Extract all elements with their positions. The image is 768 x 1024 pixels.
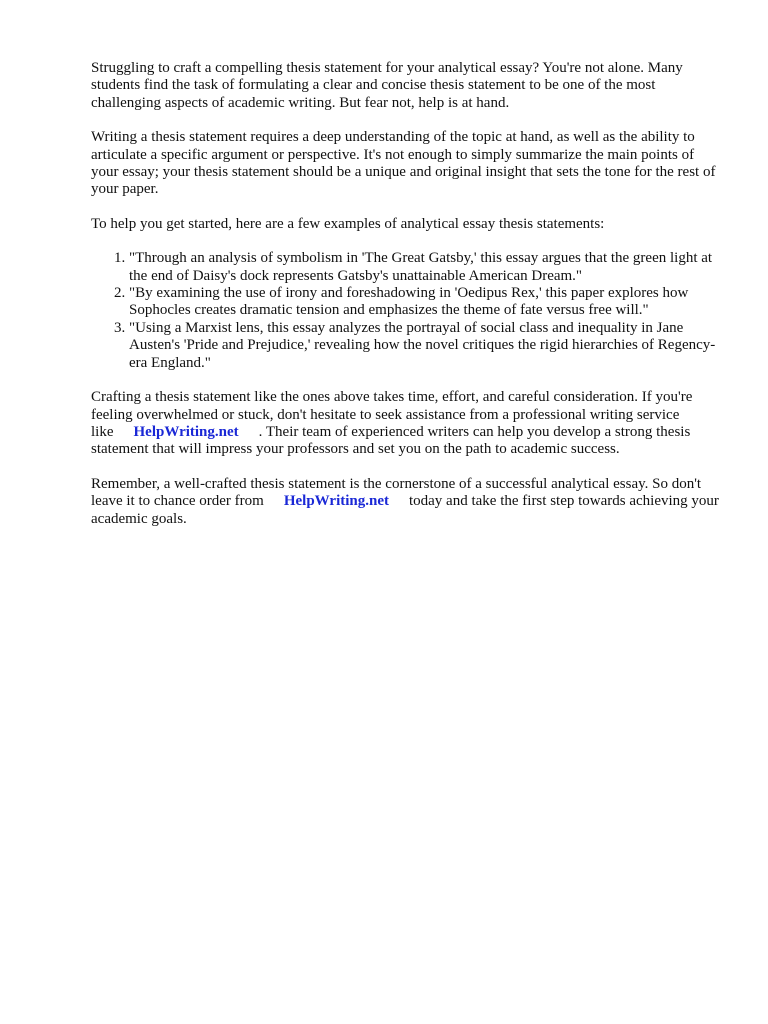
helpwriting-link[interactable]: HelpWriting.net [283, 493, 389, 510]
closing-paragraph [91, 476, 721, 528]
assistance-text-before: Crafting a thesis statement like the ones above takes time, effort, and careful consideration. If you're feeling overwhelmed or stuck, don't hesitate to seek assistance from a professional writing service like [91, 389, 693, 440]
list-item: 1. "Through an analysis of symbolism in 'The Great Gatsby,' this essay argues that the green light at the end of Daisy's dock represents Gatsby's unattainable American Dream." [129, 250, 721, 285]
document-body [91, 60, 721, 545]
thesis-examples-list [91, 250, 721, 372]
list-item: 3. "Using a Marxist lens, this essay analyzes the portrayal of social class and inequality in Jane Austen's 'Pride and Prejudice,' revealing how the novel critiques the rigid hierarchies of Regency-era England." [129, 320, 721, 372]
list-item: 2. "By examining the use of irony and foreshadowing in 'Oedipus Rex,' this paper explores how Sophocles creates dramatic tension and emphasizes the theme of fate versus free will." [129, 285, 721, 320]
closing-text-after: today and take the first step towards achieving your academic goals. [91, 493, 719, 527]
thesis-requirements-paragraph: Writing a thesis statement requires a deep understanding of the topic at hand, as well as the ability to articulate a specific argument or perspective. It's not enough to simply summarize the main points of your essay; your thesis statement should be a unique and original insight that sets the tone for the rest of your paper. [91, 129, 716, 198]
closing-text-before: Remember, a well-crafted thesis statement is the cornerstone of a successful analytical essay. So don't leave it to chance order from [91, 475, 702, 510]
helpwriting-link[interactable]: HelpWriting.net [133, 423, 239, 440]
assistance-text-after: . Their team of experienced writers can help you develop a strong thesis statement that will impress your professors and set you on the path to academic success. [91, 423, 691, 458]
assistance-paragraph [91, 389, 721, 459]
examples-intro-paragraph: To help you get started, here are a few examples of analytical essay thesis statements: [91, 215, 605, 232]
intro-paragraph: Struggling to craft a compelling thesis statement for your analytical essay? You're not alone. Many students find the task of formulating a clear and concise thesis statement to be one of the most challenging aspects of academic writing. But fear not, help is at hand. [91, 60, 683, 111]
